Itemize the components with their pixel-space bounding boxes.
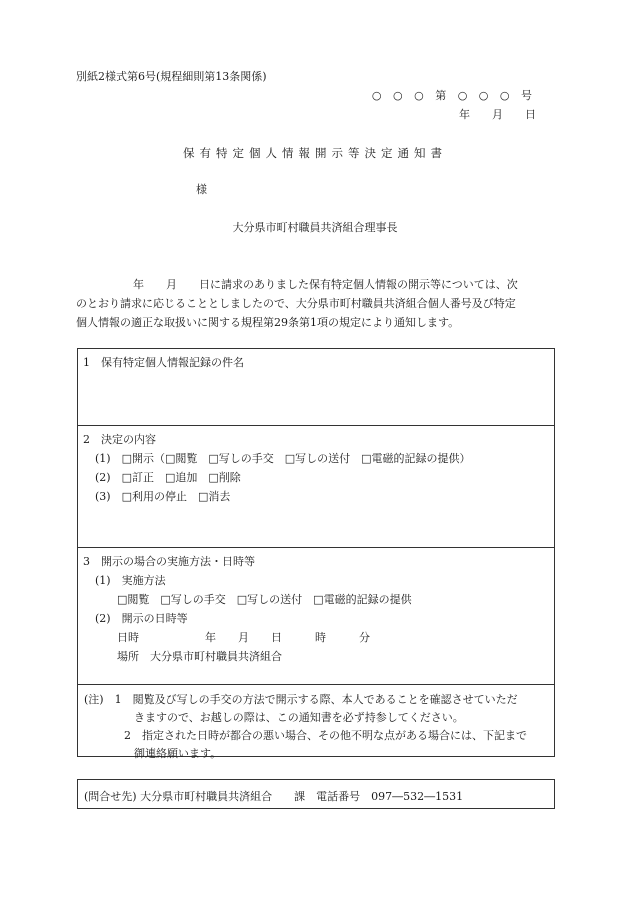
intro-line-3: 個人情報の適正な取扱いに関する規程第29条第1項の規定により通知します。 (76, 316, 460, 329)
section1-heading: 1 保有特定個人情報記録の件名 (83, 356, 244, 369)
decision-item: (3) □利用の停止 □消去 (95, 490, 231, 503)
intro-paragraph (76, 275, 554, 332)
section-disclosure-method (77, 547, 555, 685)
intro-line-2: のとおり請求に応じることとしましたので、大分県市町村職員共済組合個人番号及び特定 (76, 297, 516, 310)
method-label: (1) 実施方法 (95, 574, 166, 587)
contact-box (77, 779, 555, 809)
section-record-name (77, 348, 555, 426)
issue-date: 年 月 日 (459, 108, 536, 121)
notes-text (84, 691, 550, 763)
document-number: ○ ○ ○ 第 ○ ○ ○ 号 (371, 89, 536, 102)
datetime-line: 日時 年 月 日 時 分 (117, 631, 370, 644)
decision-item: (2) □訂正 □追加 □削除 (95, 471, 241, 484)
section2-heading: 2 決定の内容 (83, 433, 156, 446)
intro-line-1: 年 月 日に請求のありました保有特定個人情報の開示等については、次 (133, 278, 518, 291)
decision-item: (1) □開示（□閲覧 □写しの手交 □写しの送付 □電磁的記録の提供） (95, 452, 471, 465)
contact-info: (問合せ先) 大分県市町村職員共済組合 課 電話番号 097―532―1531 (84, 790, 464, 803)
note-line-4: 御連絡願います。 (134, 747, 222, 760)
document-title: 保有特定個人情報開示等決定通知書 (183, 146, 447, 160)
method-options: □閲覧 □写しの手交 □写しの送付 □電磁的記録の提供 (117, 593, 412, 606)
section3-heading: 3 開示の場合の実施方法・日時等 (83, 555, 255, 568)
note-line-2: きますので、お越しの際は、この通知書を必ず持参してください。 (134, 711, 464, 724)
addressee-suffix: 様 (196, 183, 207, 196)
issuer-name: 大分県市町村職員共済組合理事長 (232, 221, 398, 234)
note-line-3: 2 指定された日時が都合の悪い場合、その他不明な点がある場合には、下記まで (124, 729, 527, 742)
section-decision-content (77, 425, 555, 548)
place-line: 場所 大分県市町村職員共済組合 (117, 650, 282, 663)
form-identifier: 別紙2様式第6号(規程細則第13条関係) (76, 70, 267, 83)
note-line-1: (注) 1 閲覧及び写しの手交の方法で開示する際、本人であることを確認させていただ (84, 693, 518, 706)
schedule-label: (2) 開示の日時等 (95, 612, 188, 625)
notes-box (77, 685, 555, 760)
